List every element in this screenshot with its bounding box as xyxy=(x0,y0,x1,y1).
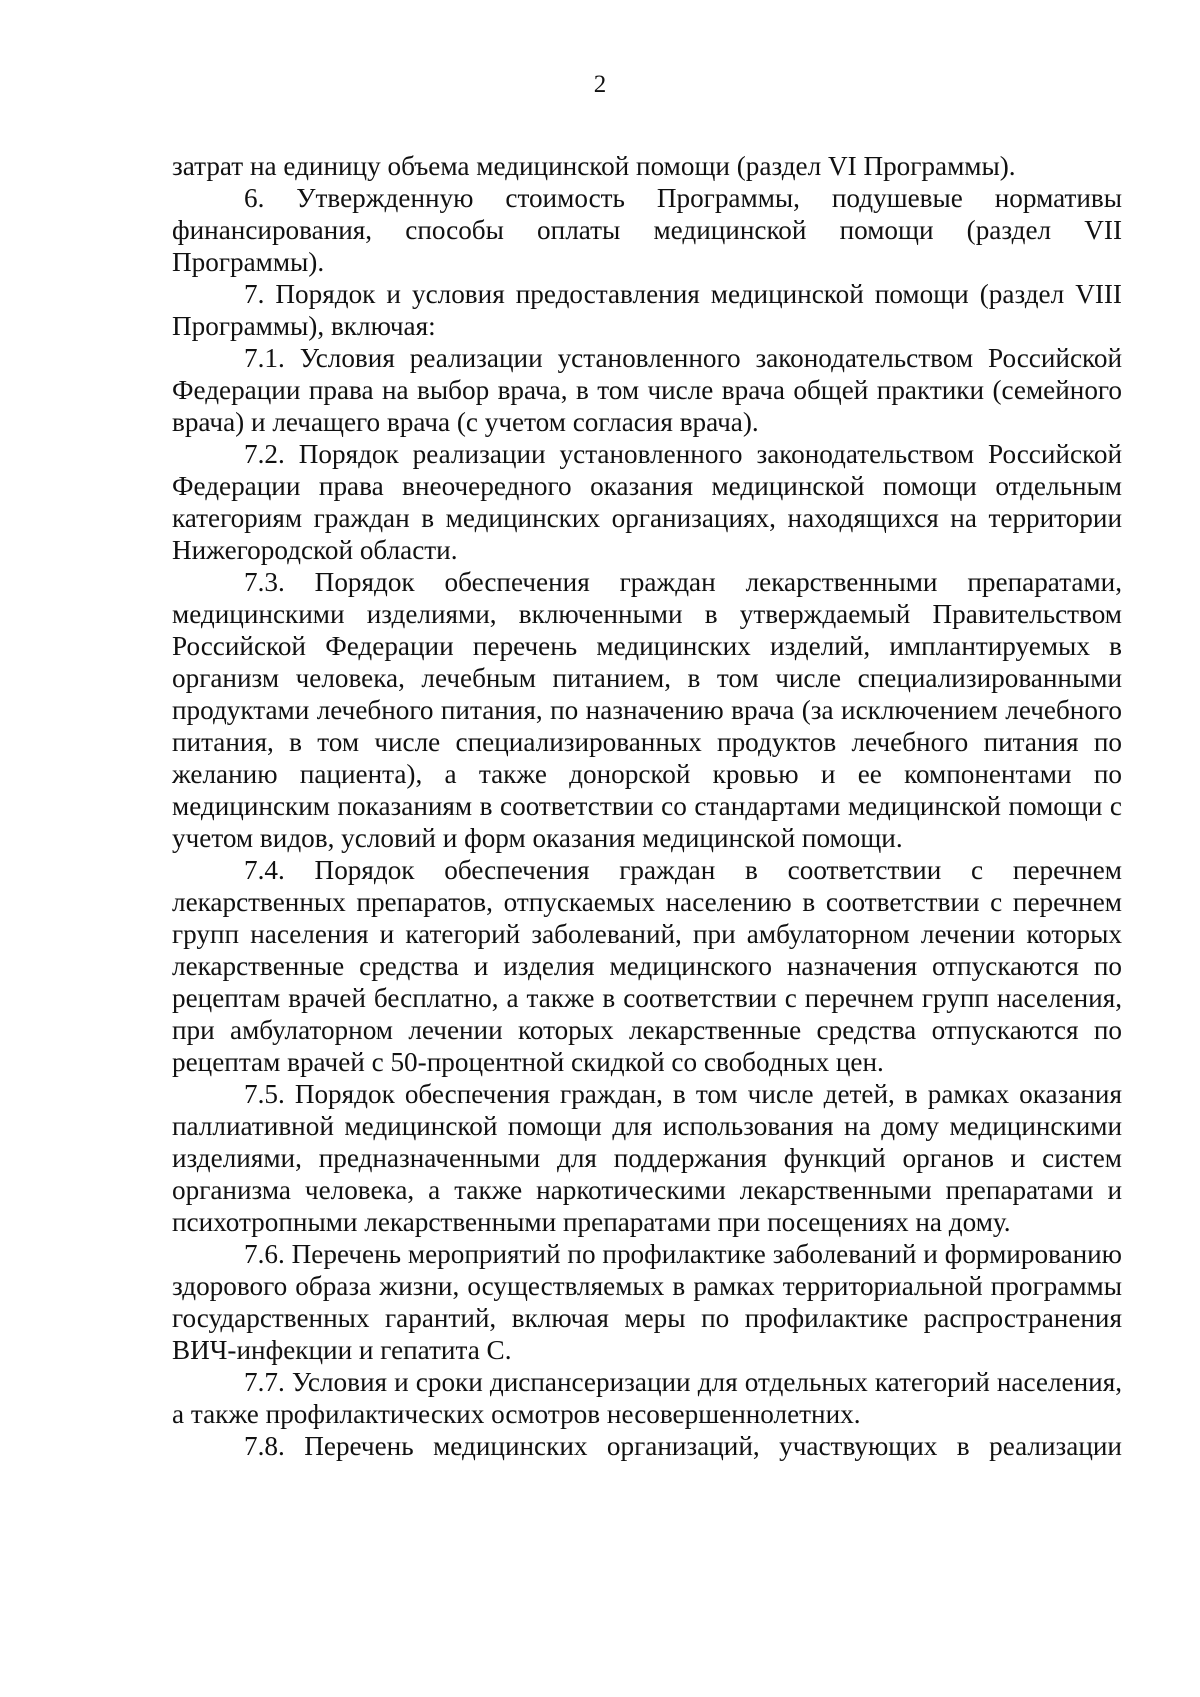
paragraph-item-7-2: 7.2. Порядок реализации установленного законодательством Российской Федерации права внеочередного оказания медицинской помощи отдельным категориям граждан в медицинских организациях, находящихся на территории Нижегородской области. xyxy=(172,439,1122,565)
paragraph-item-7-7: 7.7. Условия и сроки диспансеризации для отдельных категорий населения, а также профилактических осмотров несовершеннолетних. xyxy=(172,1367,1122,1429)
paragraph-item-7-6: 7.6. Перечень мероприятий по профилактике заболеваний и формированию здорового образа жизни, осуществляемых в рамках территориальной программы государственных гарантий, включая меры по профилактике распространения ВИЧ-инфекции и гепатита С. xyxy=(172,1239,1122,1365)
paragraph-item-7-1: 7.1. Условия реализации установленного законодательством Российской Федерации права на выбор врача, в том числе врача общей практики (семейного врача) и лечащего врача (с учетом согласия врача). xyxy=(172,343,1122,437)
paragraph-item-7-8: 7.8. Перечень медицинских организаций, участвующих в реализации xyxy=(244,1431,1122,1461)
paragraph-item-7: 7. Порядок и условия предоставления медицинской помощи (раздел VIII Программы), включая: xyxy=(172,279,1122,341)
document-body xyxy=(172,150,1122,1462)
paragraph-section-6-continuation: затрат на единицу объема медицинской помощи (раздел VI Программы). xyxy=(172,151,1016,181)
paragraph-item-7-3: 7.3. Порядок обеспечения граждан лекарственными препаратами, медицинскими изделиями, включенными в утверждаемый Правительством Российской Федерации перечень медицинских изделий, имплантируемых в организм человека, лечебным питанием, в том числе специализированными продуктами лечебного питания, по назначению врача (за исключением лечебного питания, в том числе специализированных продуктов лечебного питания по желанию пациента), а также донорской кровью и ее компонентами по медицинским показаниям в соответствии со стандартами медицинской помощи с учетом видов, условий и форм оказания медицинской помощи. xyxy=(172,567,1122,853)
paragraph-item-7-5: 7.5. Порядок обеспечения граждан, в том числе детей, в рамках оказания паллиативной медицинской помощи для использования на дому медицинскими изделиями, предназначенными для поддержания функций органов и систем организма человека, а также наркотическими лекарственными препаратами и психотропными лекарственными препаратами при посещениях на дому. xyxy=(172,1079,1122,1237)
paragraph-item-7-4: 7.4. Порядок обеспечения граждан в соответствии с перечнем лекарственных препаратов, отпускаемых населению в соответствии с перечнем групп населения и категорий заболеваний, при амбулаторном лечении которых лекарственные средства и изделия медицинского назначения отпускаются по рецептам врачей бесплатно, а также в соответствии с перечнем групп населения, при амбулаторном лечении которых лекарственные средства отпускаются по рецептам врачей с 50-процентной скидкой со свободных цен. xyxy=(172,855,1122,1077)
paragraph-item-6: 6. Утвержденную стоимость Программы, подушевые нормативы финансирования, способы оплаты медицинской помощи (раздел VII Программы). xyxy=(172,183,1122,277)
page-number: 2 xyxy=(593,71,607,98)
